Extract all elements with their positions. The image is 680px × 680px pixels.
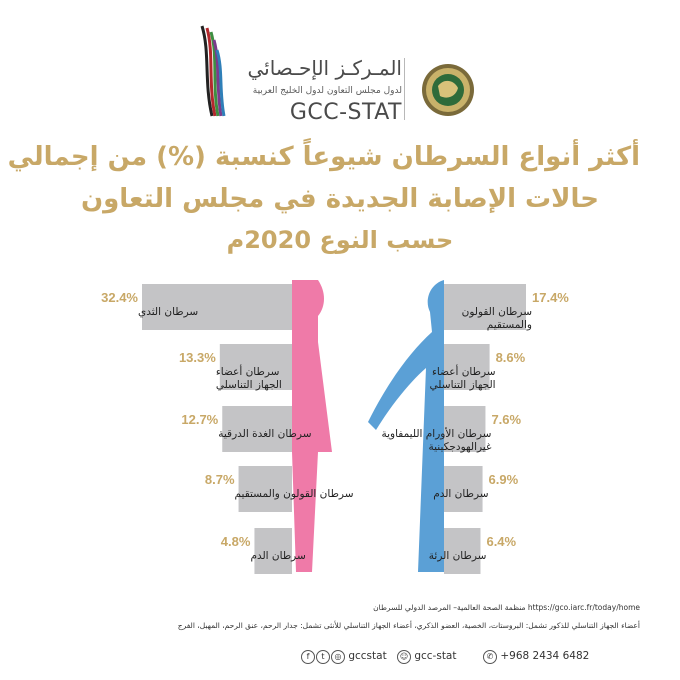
brand-arabic-name: المـركـز الإحـصائي	[247, 56, 402, 80]
female-category-label-3: سرطان القولون والمستقيم	[234, 488, 354, 500]
male-figure-icon	[368, 280, 444, 572]
whatsapp-icon[interactable]: ✆	[483, 650, 497, 664]
male-value-label-0: 17.4%	[532, 290, 569, 305]
cancer-types-chart	[0, 272, 680, 602]
whatsapp-link	[482, 650, 589, 664]
chart-title-line-2: حالات الإصابة الجديدة في مجلس التعاون	[80, 184, 600, 214]
snapchat-link	[396, 650, 456, 664]
brand-english-name: GCC-STAT	[289, 100, 402, 125]
female-category-label-1: سرطان أعضاء	[215, 366, 280, 378]
female-category-label-1: الجهاز التناسلي	[215, 379, 282, 391]
snapchat-icon[interactable]: ☺	[397, 650, 411, 664]
male-category-label-1: سرطان أعضاء	[431, 366, 496, 378]
female-value-label-0: 32.4%	[101, 290, 138, 305]
facebook-icon[interactable]: f	[301, 650, 315, 664]
female-figure-icon	[292, 280, 332, 572]
source-line-1: https://gco.iarc.fr/today/home منظمة الصحة العالمية– المرصد الدولي للسرطان	[373, 603, 640, 612]
ribbon-logo-icon	[198, 22, 228, 118]
male-category-label-0: والمستقيم	[486, 319, 532, 331]
source-line-2: أعضاء الجهاز التناسلي للذكور تشمل: البروستات، الخصية، العضو الذكري، أعضاء الجهاز التناسلي للأنثى تشمل: جدار الرحم، عنق الرحم، المهبل، الفرج	[177, 621, 640, 630]
male-value-label-4: 6.4%	[486, 534, 517, 549]
brand-arabic-subtitle: لدول مجلس التعاون لدول الخليج العربية	[252, 86, 402, 96]
gcc-emblem-icon	[420, 62, 476, 118]
social-handle-1[interactable]: gccstat	[348, 650, 387, 662]
social-links	[300, 650, 387, 664]
male-bars	[381, 284, 569, 574]
female-category-label-2: سرطان الغدة الدرقية	[218, 428, 312, 440]
phone-number[interactable]: +968 2434 6482	[500, 650, 590, 662]
female-value-label-2: 12.7%	[181, 412, 219, 427]
male-category-label-2: غيرالهودجكينية	[428, 441, 492, 453]
female-value-label-4: 4.8%	[220, 534, 251, 549]
female-category-label-4: سرطان الدم	[250, 550, 306, 562]
male-value-label-3: 6.9%	[488, 472, 519, 487]
male-category-label-0: سرطان القولون	[461, 306, 532, 318]
male-category-label-3: سرطان الدم	[433, 488, 489, 500]
male-value-label-2: 7.6%	[491, 412, 522, 427]
social-handle-2[interactable]: gcc-stat	[414, 650, 457, 662]
female-value-label-3: 8.7%	[204, 472, 235, 487]
instagram-icon[interactable]: ◎	[331, 650, 345, 664]
female-value-label-1: 13.3%	[178, 350, 216, 365]
female-category-label-0: سرطان الثدي	[138, 306, 199, 318]
header	[0, 0, 680, 140]
chart-title-line-3: حسب النوع 2020م	[226, 226, 454, 254]
brand-divider	[404, 58, 405, 120]
male-category-label-4: سرطان الرئة	[428, 550, 487, 562]
male-category-label-1: الجهاز التناسلي	[429, 379, 496, 391]
male-category-label-2: سرطان الأورام الليمفاوية	[381, 428, 492, 440]
twitter-icon[interactable]: t	[316, 650, 330, 664]
male-value-label-1: 8.6%	[495, 350, 526, 365]
chart-title-line-1: أكثر أنواع السرطان شيوعاً كنسبة (%) من إجمالي	[7, 142, 640, 172]
